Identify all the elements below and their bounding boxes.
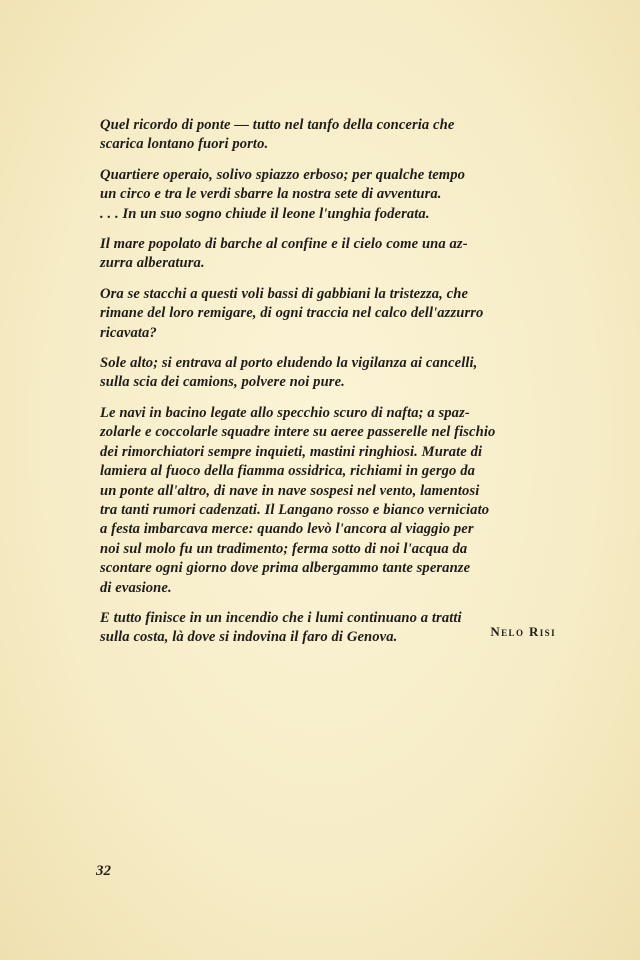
poem-body [100, 116, 559, 659]
poem-line: Ora se stacchi a questi voli bassi di gabbiani la tristezza, che [100, 285, 469, 302]
poem-line: a festa imbarcava merce: quando levò l'ancora al viaggio per [100, 521, 474, 538]
poem-line: sulla costa, là dove si indovina il faro di Genova. [100, 629, 398, 646]
stanza-3 [100, 235, 559, 274]
stanza-2 [100, 166, 559, 224]
poem-line: scontare ogni giorno dove prima albergammo tante speranze [100, 560, 471, 577]
stanza-6 [100, 404, 559, 598]
poem-line: Le navi in bacino legate allo specchio scuro di nafta; a spaz- [100, 404, 470, 421]
author-signature: Nelo Risi [490, 624, 556, 639]
poem-line: noi sul molo fu un tradimento; ferma sotto di noi l'acqua da [100, 540, 468, 557]
poem-line: Quel ricordo di ponte — tutto nel tanfo della conceria che [100, 117, 455, 133]
poem-line: Quartiere operaio, solivo spiazzo erboso; per qualche tempo [100, 166, 466, 183]
stanza-4 [100, 285, 559, 343]
poem-line: un ponte all'altro, di nave in nave sospesi nel vento, lamentosi [100, 482, 480, 499]
poem-line: ricavata? [100, 324, 157, 341]
poem-line: Il mare popolato di barche al confine e il cielo come una az- [100, 236, 468, 253]
poem-line: lamiera al fuoco della fiamma ossidrica, richiami in gergo da [100, 463, 475, 480]
poem-line: un circo e tra le verdi sbarre la nostra sete di avventura. [100, 186, 442, 203]
poem-line: scarica lontano fuori porto. [100, 136, 269, 153]
poem-line: tra tanti rumori cadenzati. Il Langano rosso e bianco verniciato [100, 501, 490, 518]
poem-line: . . . In un suo sogno chiude il leone l'unghia foderata. [100, 205, 430, 222]
page-number: 32 [96, 863, 111, 879]
poem-line: zolarle e coccolarle squadre intere su aeree passerelle nel fischio [100, 424, 496, 441]
stanza-1 [100, 116, 559, 155]
poem-line: sulla scia dei camions, polvere noi pure. [100, 374, 345, 391]
poem-line: E tutto finisce in un incendio che i lumi continuano a tratti [100, 609, 462, 626]
poem-line: dei rimorchiatori sempre inquieti, mastini ringhiosi. Murate di [100, 443, 483, 460]
poem-line: rimane del loro remigare, di ogni traccia nel calco dell'azzurro [100, 305, 484, 322]
poem-line: zurra alberatura. [100, 255, 205, 272]
stanza-5 [100, 354, 559, 393]
poem-line: Sole alto; si entrava al porto eludendo la vigilanza ai cancelli, [100, 355, 478, 372]
poem-line: di evasione. [100, 579, 172, 596]
